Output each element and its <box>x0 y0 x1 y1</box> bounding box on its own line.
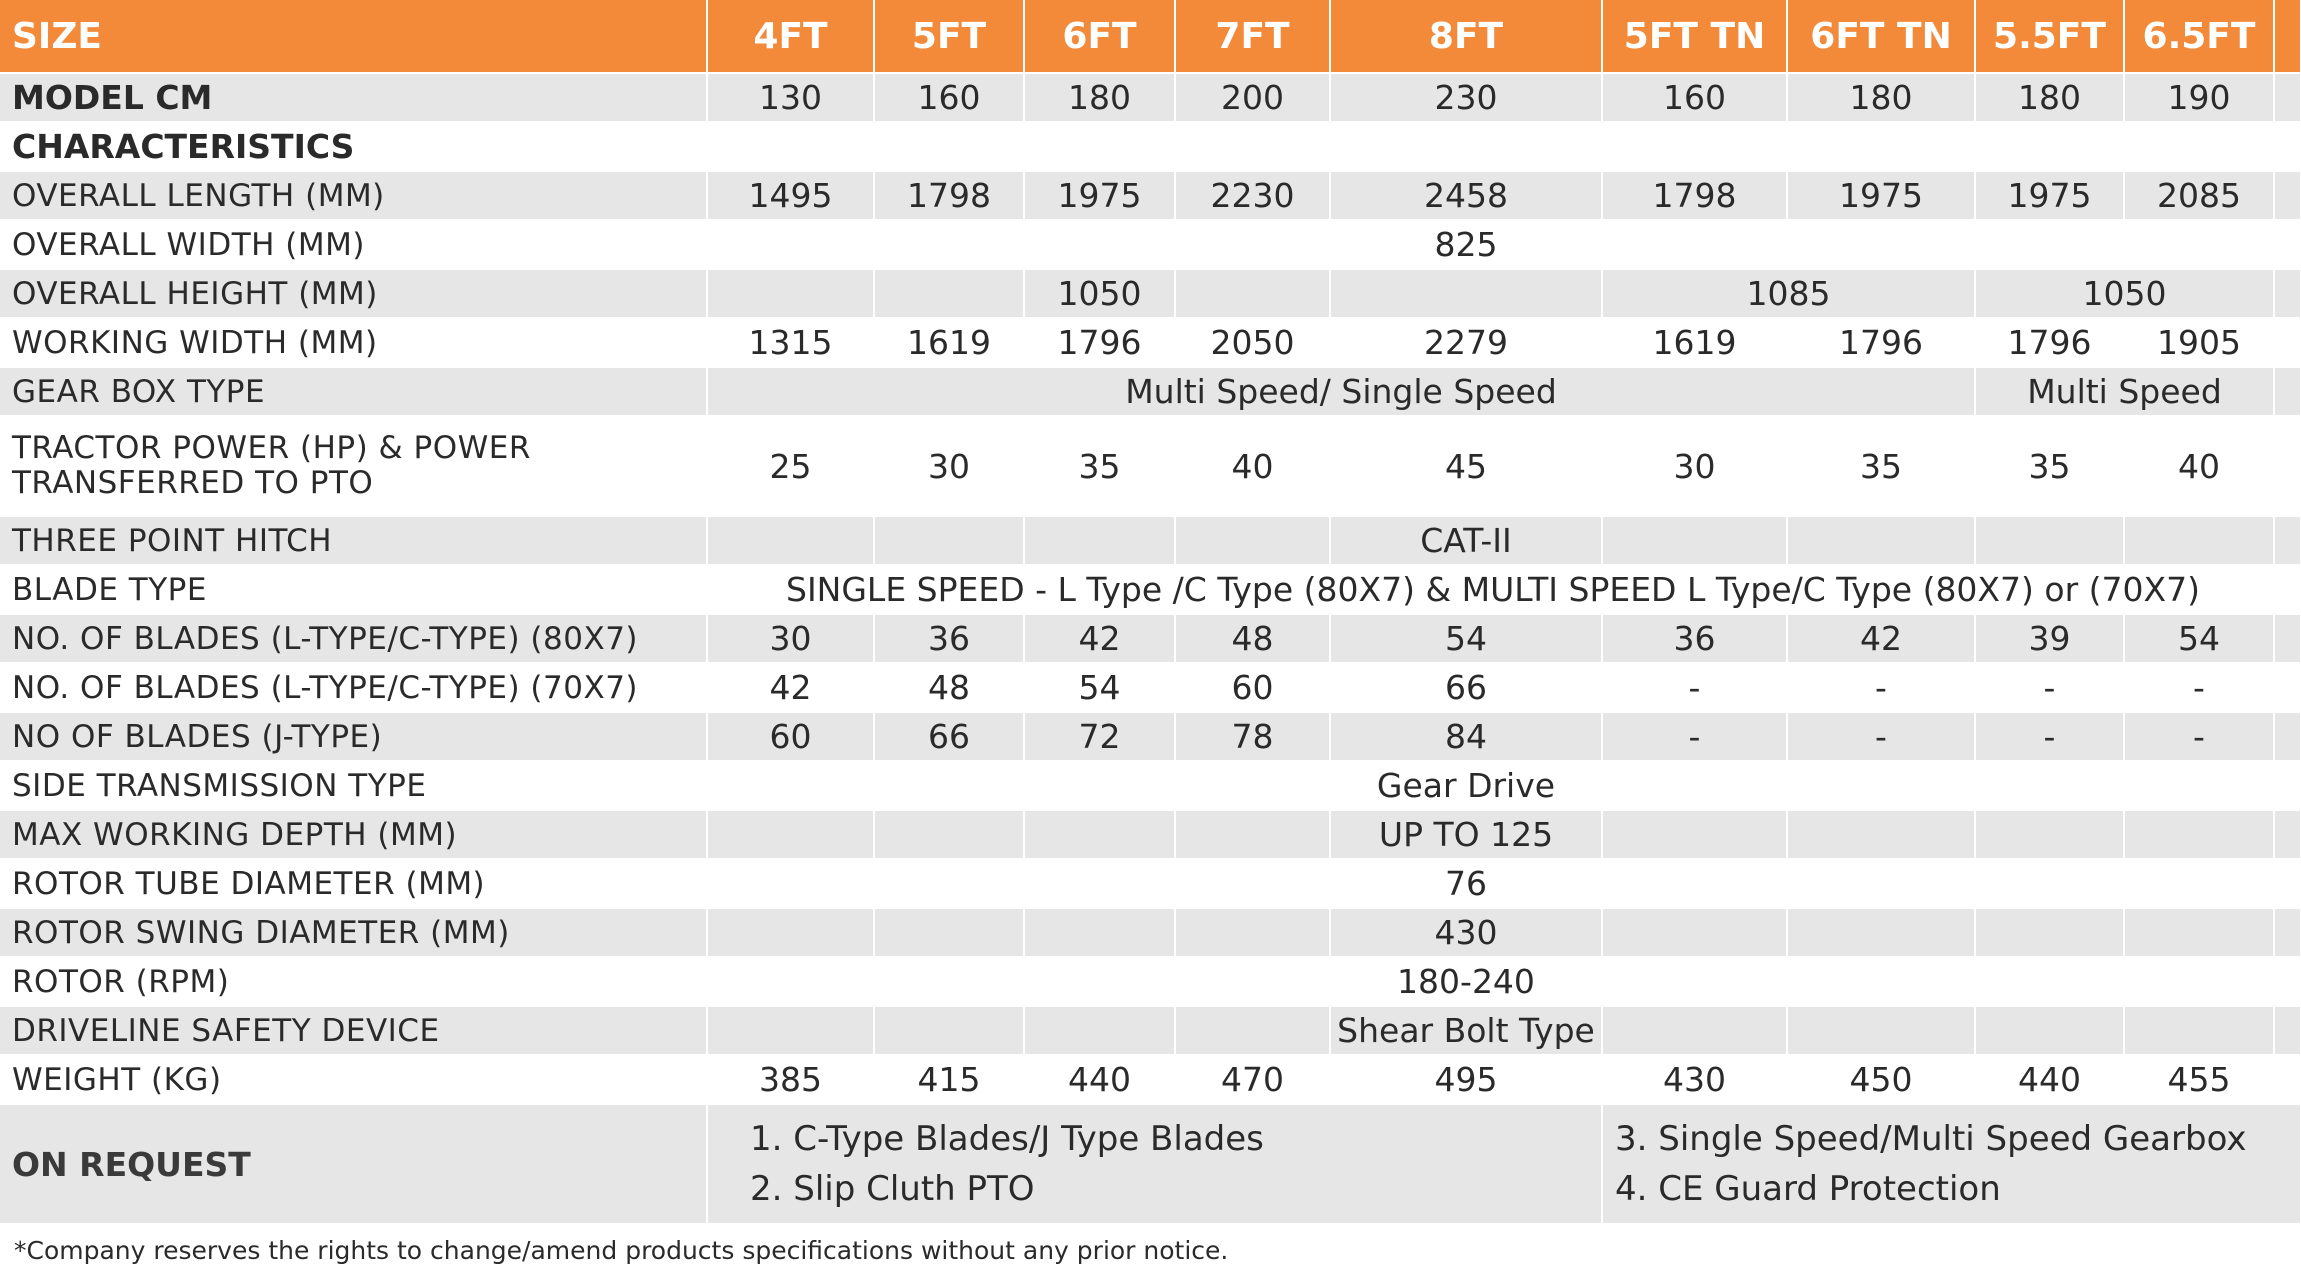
row-label: GEAR BOX TYPE <box>0 367 707 416</box>
rotor-swing-row <box>0 908 2301 957</box>
cell: 440 <box>1024 1055 1175 1104</box>
row-label: NO. OF BLADES (L-TYPE/C-TYPE) (80X7) <box>0 614 707 663</box>
cell: 2230 <box>1175 171 1330 220</box>
header-size: 6.5FT <box>2124 0 2274 73</box>
cell: 430 <box>1330 908 1602 957</box>
header-size: 6FT TN <box>1787 0 1975 73</box>
overall-width-row <box>0 220 2301 269</box>
cell: 1050 <box>1024 269 1175 318</box>
row-label: MODEL CM <box>0 73 707 122</box>
row-label: DRIVELINE SAFETY DEVICE <box>0 1006 707 1055</box>
blades-70-row <box>0 663 2301 712</box>
cell: 160 <box>874 73 1024 122</box>
cell: 42 <box>1787 614 1975 663</box>
side-transmission-row <box>0 761 2301 810</box>
cell: 30 <box>707 614 874 663</box>
row-label: NO OF BLADES (J-TYPE) <box>0 712 707 761</box>
on-request-item: 3. Single Speed/Multi Speed Gearbox <box>1615 1119 2247 1159</box>
cell: - <box>1975 712 2124 761</box>
row-label: ROTOR TUBE DIAMETER (MM) <box>0 859 707 908</box>
cell: 180-240 <box>1330 957 1602 1006</box>
filler-cell <box>2274 73 2301 122</box>
cell: 1798 <box>874 171 1024 220</box>
cell: 1975 <box>1024 171 1175 220</box>
row-label: ROTOR (RPM) <box>0 957 707 1006</box>
row-label: MAX WORKING DEPTH (MM) <box>0 810 707 859</box>
row-label: OVERALL HEIGHT (MM) <box>0 269 707 318</box>
header-row <box>0 0 2301 73</box>
cell: 1796 <box>1024 318 1175 367</box>
cell: 190 <box>2124 73 2274 122</box>
cell: 45 <box>1330 416 1602 516</box>
cell: 230 <box>1330 73 1602 122</box>
cell: 72 <box>1024 712 1175 761</box>
cell: 825 <box>1330 220 1602 269</box>
hitch-row <box>0 516 2301 565</box>
header-size: 4FT <box>707 0 874 73</box>
cell: 1975 <box>1787 171 1975 220</box>
cell: - <box>2124 712 2274 761</box>
header-size-label: SIZE <box>0 0 707 73</box>
overall-length-row <box>0 171 2301 220</box>
cell: 30 <box>874 416 1024 516</box>
max-depth-row <box>0 810 2301 859</box>
driveline-row <box>0 1006 2301 1055</box>
overall-height-row <box>0 269 2301 318</box>
header-filler <box>2274 0 2301 73</box>
cell: 470 <box>1175 1055 1330 1104</box>
cell: 35 <box>1787 416 1975 516</box>
row-label: OVERALL WIDTH (MM) <box>0 220 707 269</box>
cell: Multi Speed <box>1975 367 2274 416</box>
cell: 1619 <box>874 318 1024 367</box>
cell: 1050 <box>1975 269 2274 318</box>
header-size: 6FT <box>1024 0 1175 73</box>
row-label: ROTOR SWING DIAMETER (MM) <box>0 908 707 957</box>
cell: 180 <box>1975 73 2124 122</box>
header-size: 5FT TN <box>1602 0 1787 73</box>
cell: 54 <box>1024 663 1175 712</box>
cell: - <box>1975 663 2124 712</box>
cell: 25 <box>707 416 874 516</box>
row-label: BLADE TYPE <box>0 565 707 614</box>
header-size: 5.5FT <box>1975 0 2124 73</box>
cell: 60 <box>707 712 874 761</box>
blades-80-row <box>0 614 2301 663</box>
cell: 1495 <box>707 171 874 220</box>
cell: 2085 <box>2124 171 2274 220</box>
cell: 1975 <box>1975 171 2124 220</box>
on-request-right <box>1602 1104 2301 1224</box>
blades-j-row <box>0 712 2301 761</box>
characteristics-row <box>0 122 2301 171</box>
cell: 78 <box>1175 712 1330 761</box>
model-row <box>0 73 2301 122</box>
cell: 36 <box>1602 614 1787 663</box>
cell: 180 <box>1024 73 1175 122</box>
cell: 160 <box>1602 73 1787 122</box>
cell: 48 <box>874 663 1024 712</box>
cell: Shear Bolt Type <box>1330 1006 1602 1055</box>
header-size: 8FT <box>1330 0 1602 73</box>
cell: - <box>2124 663 2274 712</box>
cell: 84 <box>1330 712 1602 761</box>
cell: 42 <box>707 663 874 712</box>
cell: 54 <box>2124 614 2274 663</box>
cell: - <box>1602 712 1787 761</box>
cell: 180 <box>1787 73 1975 122</box>
cell: 60 <box>1175 663 1330 712</box>
cell: 1085 <box>1602 269 1975 318</box>
weight-row <box>0 1055 2301 1104</box>
cell: 1798 <box>1602 171 1787 220</box>
cell: - <box>1602 663 1787 712</box>
cell: 2279 <box>1330 318 1602 367</box>
cell: SINGLE SPEED - L Type /C Type (80X7) & MULTI SPEED L Type/C Type (80X7) or (70X7) <box>707 565 2301 614</box>
gear-box-row <box>0 367 2301 416</box>
on-request-item: 2. Slip Cluth PTO <box>750 1169 1035 1209</box>
cell: 66 <box>874 712 1024 761</box>
cell: 2458 <box>1330 171 1602 220</box>
row-label: WORKING WIDTH (MM) <box>0 318 707 367</box>
cell: 440 <box>1975 1055 2124 1104</box>
cell: 2050 <box>1175 318 1330 367</box>
rotor-tube-row <box>0 859 2301 908</box>
row-label: THREE POINT HITCH <box>0 516 707 565</box>
working-width-row <box>0 318 2301 367</box>
on-request-left <box>707 1104 1602 1224</box>
section-title: CHARACTERISTICS <box>0 122 707 171</box>
cell: 200 <box>1175 73 1330 122</box>
cell: 40 <box>1175 416 1330 516</box>
on-request-item: 4. CE Guard Protection <box>1615 1169 2001 1209</box>
cell: UP TO 125 <box>1330 810 1602 859</box>
on-request-row <box>0 1104 2301 1224</box>
footnote: *Company reserves the rights to change/amend products specifications without any prior notice. <box>14 1236 1229 1265</box>
cell: 66 <box>1330 663 1602 712</box>
row-label: TRACTOR POWER (HP) & POWER TRANSFERRED TO PTO <box>0 416 707 516</box>
row-label: ON REQUEST <box>0 1104 707 1224</box>
cell: 54 <box>1330 614 1602 663</box>
cell: Gear Drive <box>1330 761 1602 810</box>
header-size: 7FT <box>1175 0 1330 73</box>
cell: 30 <box>1602 416 1787 516</box>
cell: 415 <box>874 1055 1024 1104</box>
cell: 1796 <box>1787 318 1975 367</box>
cell: - <box>1787 663 1975 712</box>
cell: 130 <box>707 73 874 122</box>
on-request-item: 1. C-Type Blades/J Type Blades <box>750 1119 1264 1159</box>
cell: 48 <box>1175 614 1330 663</box>
cell: 40 <box>2124 416 2274 516</box>
cell: 385 <box>707 1055 874 1104</box>
cell: Multi Speed/ Single Speed <box>707 367 1975 416</box>
cell: - <box>1787 712 1975 761</box>
blade-type-row <box>0 565 2301 614</box>
tractor-power-row <box>0 416 2301 516</box>
header-size: 5FT <box>874 0 1024 73</box>
cell: 495 <box>1330 1055 1602 1104</box>
cell: 35 <box>1975 416 2124 516</box>
cell: 42 <box>1024 614 1175 663</box>
row-label: WEIGHT (KG) <box>0 1055 707 1104</box>
rotor-rpm-row <box>0 957 2301 1006</box>
cell: 36 <box>874 614 1024 663</box>
row-label: OVERALL LENGTH (MM) <box>0 171 707 220</box>
row-label: SIDE TRANSMISSION TYPE <box>0 761 707 810</box>
cell: CAT-II <box>1330 516 1602 565</box>
cell: 450 <box>1787 1055 1975 1104</box>
cell: 35 <box>1024 416 1175 516</box>
cell: 76 <box>1330 859 1602 908</box>
cell: 1619 <box>1602 318 1787 367</box>
cell: 1796 <box>1975 318 2124 367</box>
cell: 455 <box>2124 1055 2274 1104</box>
cell: 1905 <box>2124 318 2274 367</box>
cell: 1315 <box>707 318 874 367</box>
cell: 39 <box>1975 614 2124 663</box>
cell: 430 <box>1602 1055 1787 1104</box>
row-label: NO. OF BLADES (L-TYPE/C-TYPE) (70X7) <box>0 663 707 712</box>
